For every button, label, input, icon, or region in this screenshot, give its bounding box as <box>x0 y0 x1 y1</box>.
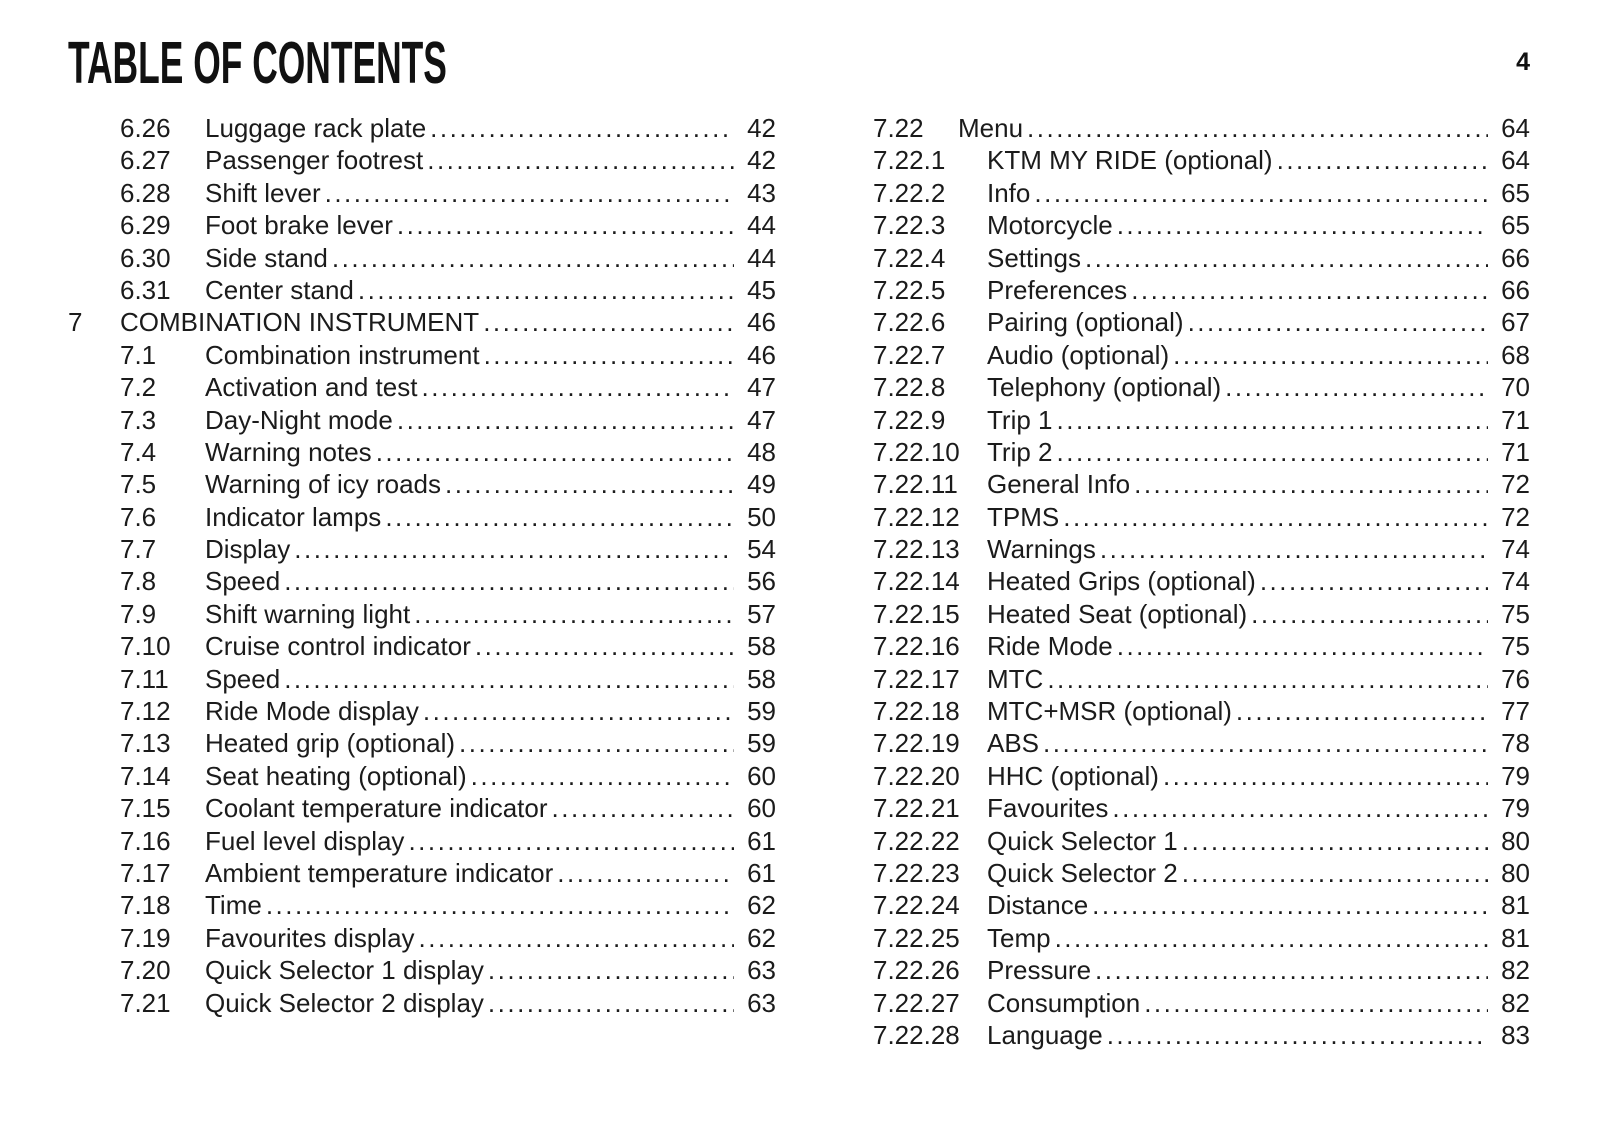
toc-entry <box>873 630 1530 662</box>
dot-leader <box>488 954 734 986</box>
toc-entry-label: Day-Night mode <box>205 404 393 435</box>
toc-entry-page: 77 <box>1501 696 1530 727</box>
toc-entry-label: Fuel level display <box>205 825 405 856</box>
toc-entry-number: 7.22.10 <box>873 436 960 467</box>
toc-entry <box>68 760 776 792</box>
dot-leader <box>284 565 734 597</box>
dot-leader <box>1085 242 1488 274</box>
toc-entry-page: 44 <box>747 210 776 241</box>
toc-entry-page: 66 <box>1501 274 1530 305</box>
toc-entry-page: 72 <box>1501 501 1530 532</box>
toc-entry-page: 47 <box>747 404 776 435</box>
toc-entry-label: Quick Selector 2 <box>987 857 1178 888</box>
dot-leader <box>1144 987 1488 1019</box>
dot-leader <box>1225 371 1488 403</box>
toc-entry-page: 74 <box>1501 566 1530 597</box>
toc-entry-label: Display <box>205 534 291 565</box>
toc-entry-number: 7.22.26 <box>873 955 960 986</box>
toc-entry-page: 65 <box>1501 210 1530 241</box>
toc-entry-label: TPMS <box>987 501 1060 532</box>
toc-entry-number: 6.30 <box>120 242 171 273</box>
toc-entry-page: 70 <box>1501 372 1530 403</box>
toc-entry-number: 7.22.17 <box>873 663 960 694</box>
toc-entry-label: Time <box>205 890 262 921</box>
toc-entry-label: Pairing (optional) <box>987 307 1184 338</box>
toc-entry-number: 7.7 <box>120 534 157 565</box>
toc-entry-page: 59 <box>747 696 776 727</box>
toc-entry <box>873 922 1530 954</box>
toc-entry-label: Warnings <box>987 534 1096 565</box>
toc-entry <box>873 1019 1530 1051</box>
toc-entry-page: 64 <box>1501 113 1530 143</box>
toc-entry-number: 7.5 <box>120 469 157 500</box>
toc-entry-label: Favourites <box>987 793 1109 824</box>
dot-leader <box>385 501 734 533</box>
toc-entry <box>873 177 1530 209</box>
toc-entry-number: 7.19 <box>120 922 171 953</box>
toc-entry-number: 7.22.8 <box>873 372 946 403</box>
toc-entry <box>68 695 776 727</box>
toc-entry-number: 7.22.16 <box>873 631 960 662</box>
toc-entry-page: 46 <box>747 307 776 338</box>
toc-entry <box>873 565 1530 597</box>
toc-entry-label: Menu <box>958 113 1024 143</box>
toc-entry <box>68 565 776 597</box>
dot-leader <box>325 177 734 209</box>
toc-entry-label: Combination instrument <box>205 339 480 370</box>
dot-leader <box>471 760 734 792</box>
dot-leader <box>430 112 734 144</box>
toc-entry <box>873 792 1530 824</box>
toc-entry-number: 7.22.5 <box>873 274 946 305</box>
dot-leader <box>408 825 734 857</box>
dot-leader <box>483 306 734 338</box>
toc-entry-page: 83 <box>1501 1019 1530 1050</box>
toc-entry-number: 7.22.2 <box>873 177 946 208</box>
toc-entry-page: 67 <box>1501 307 1530 338</box>
toc-entry-number: 7.15 <box>120 793 171 824</box>
dot-leader <box>1117 630 1488 662</box>
toc-entry-number: 6.27 <box>120 145 171 176</box>
toc-entry-label: Motorcycle <box>987 210 1113 241</box>
toc-entry <box>68 144 776 176</box>
dot-leader <box>414 598 734 630</box>
toc-entry <box>873 144 1530 176</box>
toc-entry <box>68 209 776 241</box>
dot-leader <box>1057 404 1489 436</box>
toc-entry-page: 54 <box>747 534 776 565</box>
toc-entry <box>873 727 1530 759</box>
toc-entry-page: 80 <box>1501 825 1530 856</box>
toc-entry <box>873 404 1530 436</box>
toc-entry <box>68 404 776 436</box>
toc-entry-label: KTM MY RIDE (optional) <box>987 145 1273 176</box>
toc-entry-number: 7.8 <box>120 566 157 597</box>
toc-entry <box>68 889 776 921</box>
toc-entry <box>68 371 776 403</box>
toc-entry-number: 6.29 <box>120 210 171 241</box>
toc-entry-number: 7.14 <box>120 760 171 791</box>
toc-entry-page: 59 <box>747 728 776 759</box>
toc-entry-page: 80 <box>1501 857 1530 888</box>
toc-entry-label: Speed <box>205 566 281 597</box>
dot-leader <box>376 436 734 468</box>
dot-leader <box>1260 565 1488 597</box>
toc-entry-number: 7.22.15 <box>873 598 960 629</box>
toc-entry <box>873 598 1530 630</box>
toc-entry <box>873 339 1530 371</box>
toc-entry-label: MTC+MSR (optional) <box>987 696 1232 727</box>
toc-entry-number: 7.22.6 <box>873 307 946 338</box>
toc-entry <box>68 468 776 500</box>
toc-entry <box>873 436 1530 468</box>
toc-entry-number: 7.22.27 <box>873 987 960 1018</box>
dot-leader <box>1107 1019 1488 1051</box>
toc-entry-number: 7.22.11 <box>873 469 958 500</box>
toc-entry-number: 7.22.23 <box>873 857 960 888</box>
toc-entry-page: 61 <box>747 857 776 888</box>
toc-entry-number: 7.22.3 <box>873 210 946 241</box>
toc-column-left <box>68 112 776 1019</box>
toc-entry-label: Side stand <box>205 242 328 273</box>
toc-entry-label: Indicator lamps <box>205 501 382 532</box>
toc-entry-page: 68 <box>1501 339 1530 370</box>
toc-entry-page: 48 <box>747 436 776 467</box>
toc-entry-number: 7.4 <box>120 436 157 467</box>
dot-leader <box>1277 144 1488 176</box>
toc-entry-page: 79 <box>1501 760 1530 791</box>
toc-entry <box>68 922 776 954</box>
dot-leader <box>445 468 734 500</box>
toc-entry-label: Distance <box>987 890 1089 921</box>
toc-entry-number: 7 <box>68 307 83 338</box>
dot-leader <box>552 792 734 824</box>
toc-entry-page: 78 <box>1501 728 1530 759</box>
dot-leader <box>1095 954 1488 986</box>
toc-entry-page: 47 <box>747 372 776 403</box>
toc-entry <box>68 663 776 695</box>
toc-entry-label: Warning of icy roads <box>205 469 442 500</box>
dot-leader <box>1182 825 1488 857</box>
dot-leader <box>459 727 734 759</box>
toc-entry-page: 61 <box>747 825 776 856</box>
dot-leader <box>1092 889 1488 921</box>
toc-entry-number: 7.22.28 <box>873 1019 960 1050</box>
toc-entry-page: 76 <box>1501 663 1530 694</box>
dot-leader <box>423 695 734 727</box>
toc-entry <box>68 630 776 662</box>
toc-entry-number: 7.11 <box>120 663 169 694</box>
toc-entry <box>68 501 776 533</box>
dot-leader <box>557 857 734 889</box>
toc-entry <box>68 242 776 274</box>
dot-leader <box>1055 922 1488 954</box>
toc-entry-label: Consumption <box>987 987 1141 1018</box>
toc-entry-page: 72 <box>1501 469 1530 500</box>
dot-leader <box>1117 209 1488 241</box>
toc-entry-number: 7.6 <box>120 501 157 532</box>
toc-entry-page: 81 <box>1501 890 1530 921</box>
toc-entry <box>873 695 1530 727</box>
toc-entry-number: 7.22.13 <box>873 534 960 565</box>
toc-entry-number: 7.22.25 <box>873 922 960 953</box>
toc-entry-label: COMBINATION INSTRUMENT <box>120 307 480 338</box>
dot-leader <box>427 144 734 176</box>
toc-entry-number: 7.20 <box>120 955 171 986</box>
toc-entry-number: 7.22.19 <box>873 728 960 759</box>
toc-entry-page: 63 <box>747 955 776 986</box>
toc-entry-page: 82 <box>1501 987 1530 1018</box>
toc-entry-label: Passenger footrest <box>205 145 424 176</box>
toc-entry-page: 74 <box>1501 534 1530 565</box>
toc-entry <box>873 760 1530 792</box>
toc-entry <box>873 501 1530 533</box>
toc-entry-label: Coolant temperature indicator <box>205 793 548 824</box>
toc-entry-label: Shift warning light <box>205 598 411 629</box>
toc-entry-label: Quick Selector 1 display <box>205 955 484 986</box>
toc-entry <box>873 371 1530 403</box>
toc-entry-label: Audio (optional) <box>987 339 1170 370</box>
dot-leader <box>358 274 734 306</box>
dot-leader <box>397 209 734 241</box>
toc-entry <box>68 306 776 338</box>
toc-entry-number: 7.22.14 <box>873 566 960 597</box>
toc-entry-label: Center stand <box>205 274 354 305</box>
toc-entry-number: 7.10 <box>120 631 171 662</box>
toc-entry-number: 7.22.1 <box>873 145 946 176</box>
toc-entry-number: 7.1 <box>120 339 157 370</box>
toc-entry-number: 7.22.12 <box>873 501 960 532</box>
toc-entry <box>68 954 776 986</box>
toc-entry-number: 7.18 <box>120 890 171 921</box>
dot-leader <box>1188 306 1488 338</box>
toc-entry <box>873 533 1530 565</box>
toc-entry-number: 7.22.21 <box>873 793 960 824</box>
toc-entry-page: 81 <box>1501 922 1530 953</box>
toc-entry <box>68 436 776 468</box>
header-page-number: 4 <box>1516 48 1530 76</box>
dot-leader <box>1236 695 1488 727</box>
dot-leader <box>1251 598 1488 630</box>
dot-leader <box>1134 468 1488 500</box>
toc-entry-number: 7.22.18 <box>873 696 960 727</box>
toc-entry-label: Foot brake lever <box>205 210 393 241</box>
toc-entry-label: Temp <box>987 922 1051 953</box>
toc-entry-label: HHC (optional) <box>987 760 1159 791</box>
toc-entry-label: Cruise control indicator <box>205 631 471 662</box>
toc-entry <box>68 792 776 824</box>
toc-entry <box>68 825 776 857</box>
toc-entry-page: 42 <box>747 145 776 176</box>
toc-entry-number: 7.22.7 <box>873 339 946 370</box>
toc-entry-label: Favourites display <box>205 922 415 953</box>
toc-entry-page: 66 <box>1501 242 1530 273</box>
dot-leader <box>294 533 734 565</box>
toc-entry-page: 42 <box>747 113 776 143</box>
toc-entry-label: Speed <box>205 663 281 694</box>
toc-entry <box>873 112 1530 144</box>
toc-entry-label: Seat heating (optional) <box>205 760 467 791</box>
toc-entry <box>873 468 1530 500</box>
dot-leader <box>421 371 734 403</box>
dot-leader <box>475 630 734 662</box>
toc-entry <box>68 112 776 144</box>
toc-entry-number: 7.22.4 <box>873 242 946 273</box>
toc-entry <box>873 825 1530 857</box>
dot-leader <box>284 663 734 695</box>
toc-entry <box>873 242 1530 274</box>
toc-entry <box>873 954 1530 986</box>
dot-leader <box>1173 339 1488 371</box>
toc-entry-page: 79 <box>1501 793 1530 824</box>
toc-entry-label: Activation and test <box>205 372 418 403</box>
toc-entry-label: Quick Selector 1 <box>987 825 1178 856</box>
toc-entry-label: Shift lever <box>205 177 321 208</box>
toc-entry-label: Info <box>987 177 1031 208</box>
toc-entry <box>68 598 776 630</box>
dot-leader <box>1063 501 1488 533</box>
toc-entry-label: Warning notes <box>205 436 372 467</box>
toc-entry-label: Ride Mode display <box>205 696 419 727</box>
toc-entry-number: 7.22.9 <box>873 404 946 435</box>
toc-entry-label: Trip 2 <box>987 436 1053 467</box>
toc-entry <box>68 533 776 565</box>
dot-leader <box>488 987 734 1019</box>
dot-leader <box>266 889 734 921</box>
toc-entry-label: Heated grip (optional) <box>205 728 456 759</box>
dot-leader <box>1034 177 1488 209</box>
toc-entry-number: 6.26 <box>120 113 171 143</box>
toc-entry-number: 7.22.20 <box>873 760 960 791</box>
toc-entry-label: Telephony (optional) <box>987 372 1222 403</box>
dot-leader <box>1047 663 1488 695</box>
dot-leader <box>484 339 734 371</box>
toc-entry-number: 7.2 <box>120 372 157 403</box>
toc-entry-number: 7.13 <box>120 728 171 759</box>
toc-entry-page: 60 <box>747 793 776 824</box>
dot-leader <box>1027 112 1488 144</box>
dot-leader <box>1100 533 1488 565</box>
toc-entry-page: 63 <box>747 987 776 1018</box>
toc-entry <box>68 727 776 759</box>
toc-entry-label: Language <box>987 1019 1103 1050</box>
toc-entry-page: 57 <box>747 598 776 629</box>
toc-entry-number: 7.16 <box>120 825 171 856</box>
toc-entry-label: Heated Seat (optional) <box>987 598 1248 629</box>
toc-entry-page: 50 <box>747 501 776 532</box>
dot-leader <box>1131 274 1488 306</box>
toc-entry-label: Ride Mode <box>987 631 1113 662</box>
toc-entry-page: 46 <box>747 339 776 370</box>
toc-entry-number: 7.12 <box>120 696 171 727</box>
toc-entry-page: 44 <box>747 242 776 273</box>
toc-entry <box>873 889 1530 921</box>
toc-entry-page: 58 <box>747 663 776 694</box>
toc-entry-label: Quick Selector 2 display <box>205 987 484 1018</box>
toc-entry-label: Trip 1 <box>987 404 1053 435</box>
toc-entry-number: 7.17 <box>120 857 171 888</box>
toc-entry-page: 71 <box>1501 404 1530 435</box>
toc-entry-label: Preferences <box>987 274 1128 305</box>
toc-entry-page: 62 <box>747 922 776 953</box>
toc-entry-number: 7.22.24 <box>873 890 960 921</box>
toc-entry-page: 49 <box>747 469 776 500</box>
toc-entry-page: 45 <box>747 274 776 305</box>
toc-entry-page: 60 <box>747 760 776 791</box>
toc-entry-number: 7.3 <box>120 404 157 435</box>
toc-entry-label: ABS <box>987 728 1040 759</box>
toc-entry-page: 56 <box>747 566 776 597</box>
toc-entry-label: Pressure <box>987 955 1092 986</box>
toc-entry-label: Heated Grips (optional) <box>987 566 1256 597</box>
toc-entry-label: Settings <box>987 242 1081 273</box>
toc-entry <box>873 857 1530 889</box>
toc-entry-page: 75 <box>1501 631 1530 662</box>
toc-entry <box>873 209 1530 241</box>
toc-entry <box>68 274 776 306</box>
toc-entry <box>68 987 776 1019</box>
dot-leader <box>1163 760 1488 792</box>
toc-entry-number: 7.22 <box>873 113 924 143</box>
dot-leader <box>332 242 734 274</box>
toc-entry <box>68 857 776 889</box>
toc-column-right <box>873 112 1530 1051</box>
toc-entry-number: 6.28 <box>120 177 171 208</box>
toc-entry-page: 71 <box>1501 436 1530 467</box>
dot-leader <box>419 922 734 954</box>
dot-leader <box>1057 436 1489 468</box>
toc-entry-page: 58 <box>747 631 776 662</box>
toc-entry-page: 82 <box>1501 955 1530 986</box>
toc-entry-label: General Info <box>987 469 1131 500</box>
toc-entry-page: 43 <box>747 177 776 208</box>
dot-leader <box>1182 857 1488 889</box>
toc-entry-number: 7.21 <box>120 987 171 1018</box>
toc-entry-page: 75 <box>1501 598 1530 629</box>
toc-entry-number: 7.9 <box>120 598 157 629</box>
toc-entry <box>873 663 1530 695</box>
toc-entry-label: MTC <box>987 663 1044 694</box>
toc-entry <box>68 177 776 209</box>
toc-entry-page: 64 <box>1501 145 1530 176</box>
toc-entry-number: 6.31 <box>120 274 171 305</box>
toc-entry-number: 7.22.22 <box>873 825 960 856</box>
toc-entry <box>873 274 1530 306</box>
toc-entry-page: 62 <box>747 890 776 921</box>
toc-entry <box>873 987 1530 1019</box>
toc-entry <box>68 339 776 371</box>
dot-leader <box>1043 727 1488 759</box>
dot-leader <box>397 404 734 436</box>
toc-entry-label: Luggage rack plate <box>205 113 427 143</box>
page-title: TABLE OF CONTENTS <box>68 30 447 96</box>
dot-leader <box>1112 792 1488 824</box>
toc-entry <box>873 306 1530 338</box>
toc-entry-page: 65 <box>1501 177 1530 208</box>
toc-entry-label: Ambient temperature indicator <box>205 857 554 888</box>
